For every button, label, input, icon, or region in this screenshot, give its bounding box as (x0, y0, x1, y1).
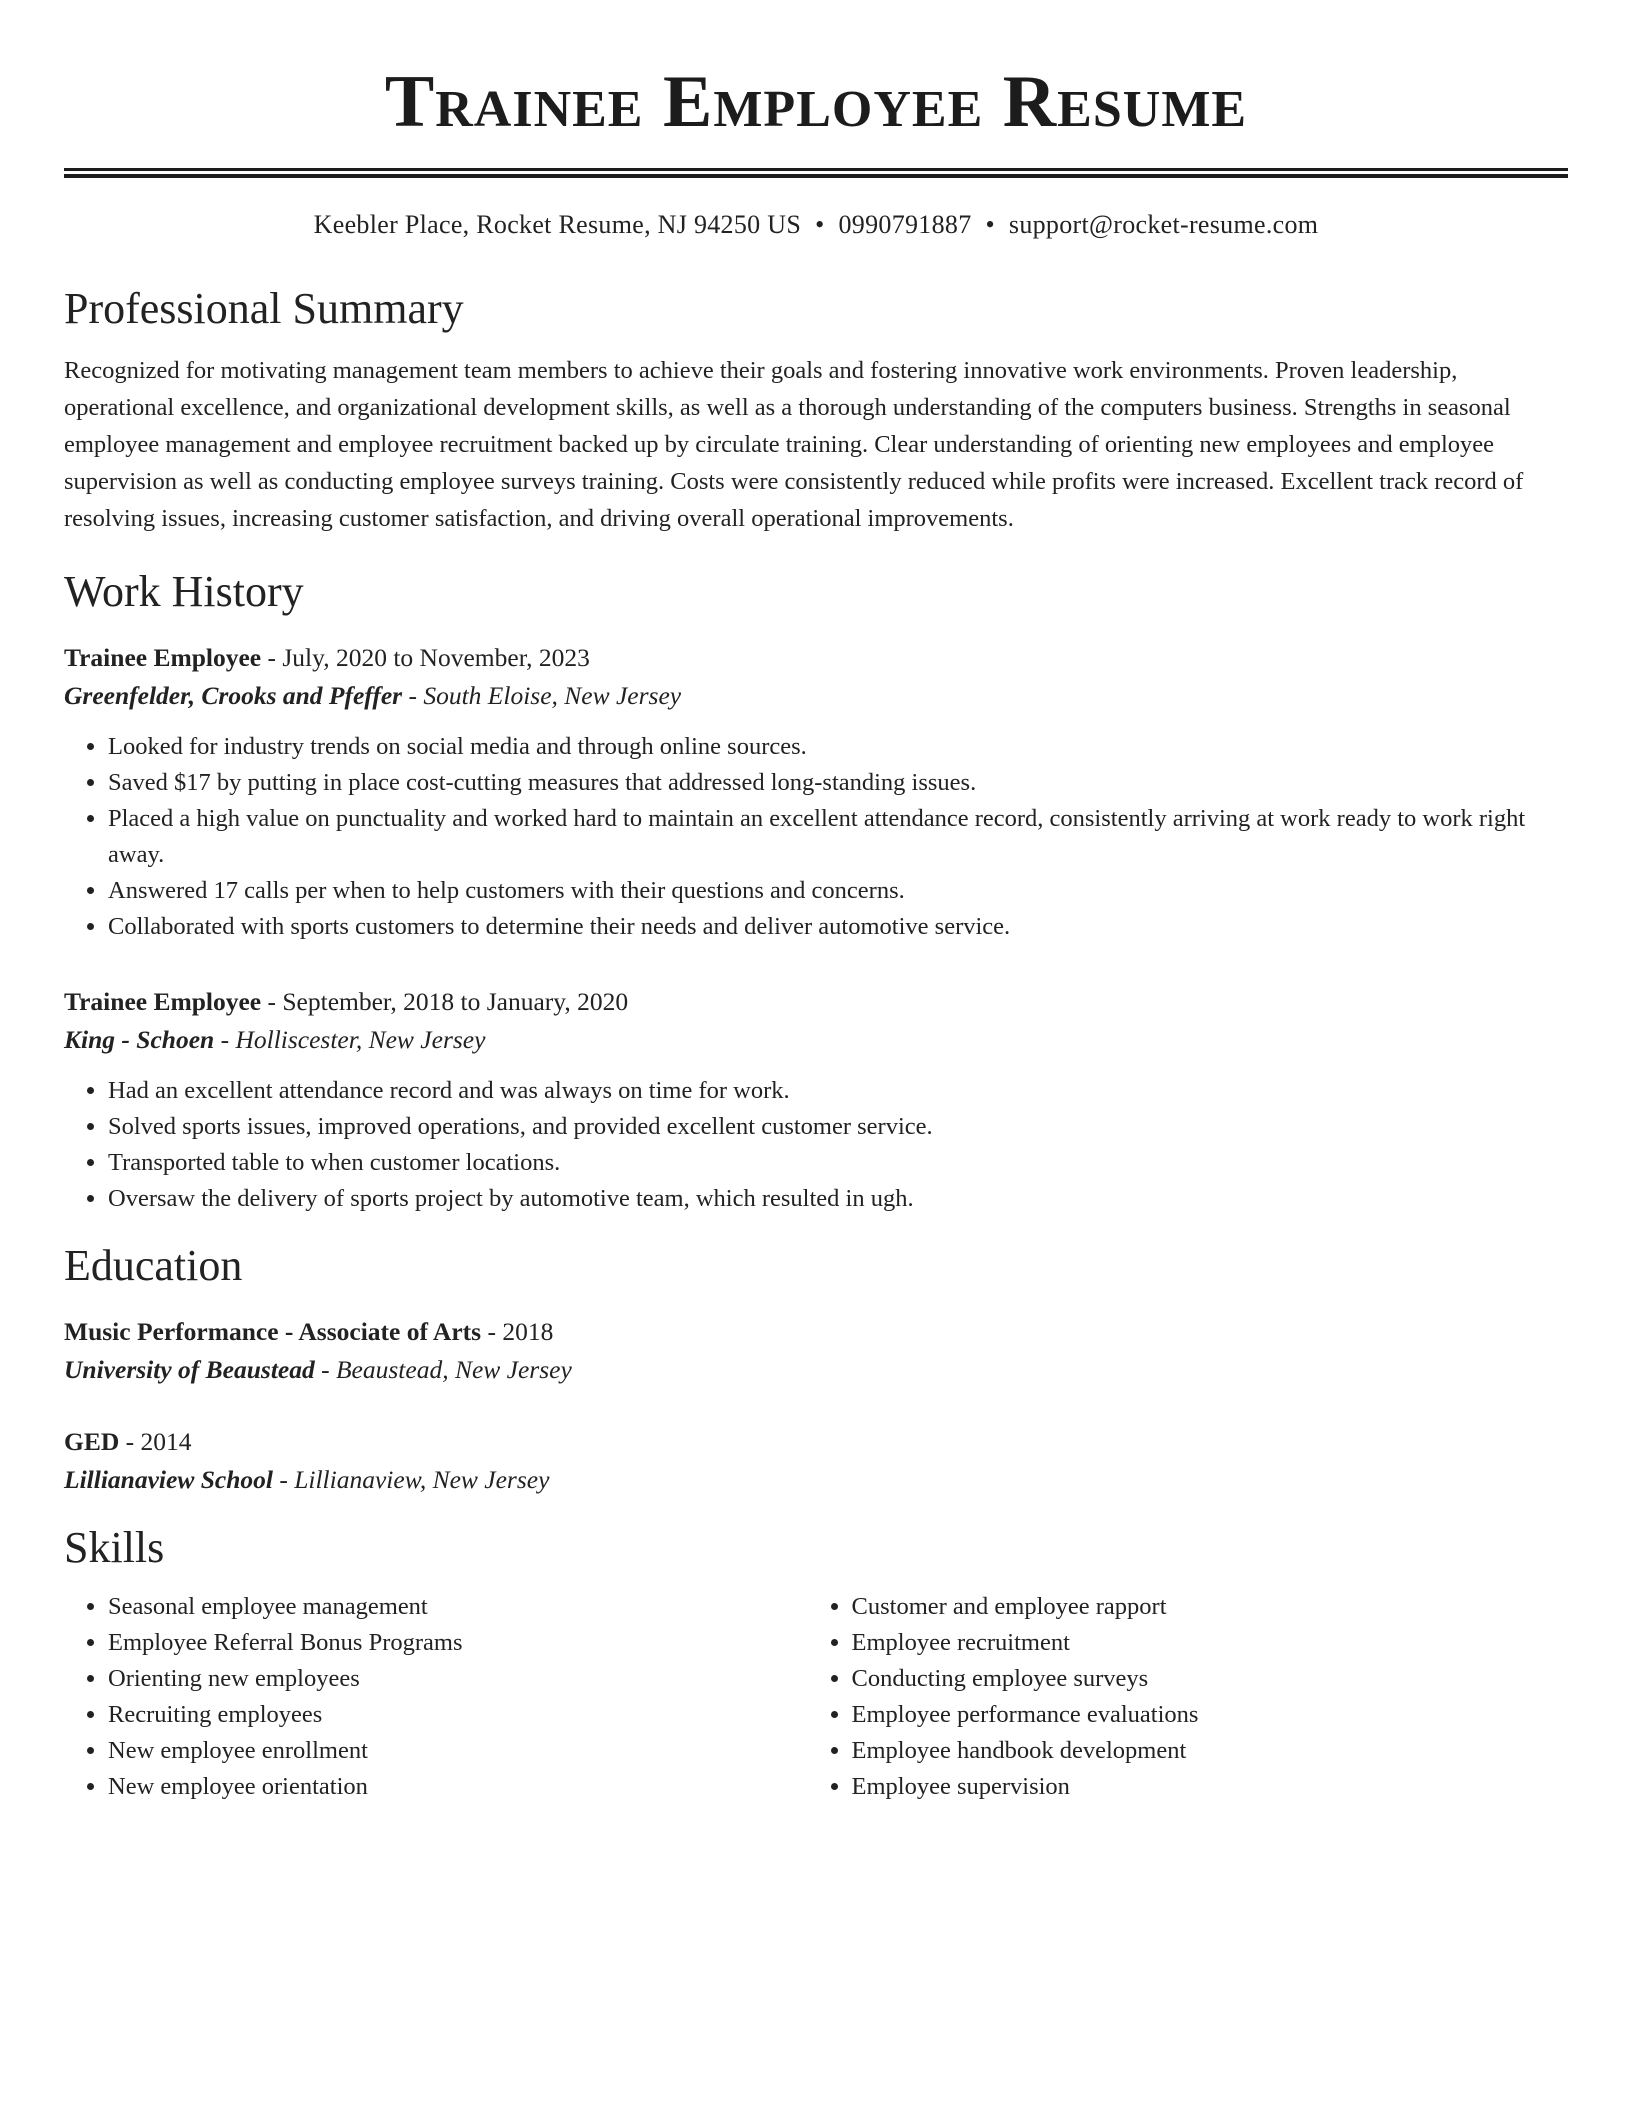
summary-section (64, 282, 1568, 537)
job-title: Trainee Employee (64, 643, 262, 672)
job-bullet: • Transported table to when customer locations. (108, 1145, 1568, 1181)
job-company: King - Schoen (64, 1025, 215, 1054)
job-company-line (64, 1021, 1568, 1059)
resume-title: Trainee Employee Resume (384, 61, 1248, 143)
skill-item: • Conducting employee surveys (852, 1661, 1568, 1697)
work-history-section (64, 565, 1568, 1217)
job-company-line (64, 677, 1568, 715)
job-title-line (64, 639, 1568, 677)
job-bullet: • Saved $17 by putting in place cost-cutting measures that addressed long-standing issues. (108, 765, 1568, 801)
skill-item: • Customer and employee rapport (852, 1589, 1568, 1625)
job-bullet: • Collaborated with sports customers to determine their needs and deliver automotive service. (108, 909, 1568, 945)
job-company: Greenfelder, Crooks and Pfeffer (64, 681, 403, 710)
job-dates: - July, 2020 to November, 2023 (261, 643, 590, 672)
degree-year: - 2014 (119, 1427, 192, 1456)
job-dates: - September, 2018 to January, 2020 (261, 987, 629, 1016)
degree-line (64, 1313, 1568, 1351)
skills-list-left (64, 1589, 808, 1805)
job-bullet: • Solved sports issues, improved operations, and provided excellent customer service. (108, 1109, 1568, 1145)
degree: GED (64, 1427, 120, 1456)
school-location: - Beaustead, New Jersey (314, 1355, 572, 1384)
skills-section (64, 1521, 1568, 1805)
job-entry (64, 639, 1568, 945)
job-bullets (64, 729, 1568, 945)
skill-item: • Orienting new employees (108, 1661, 808, 1697)
contact-phone: 0990791887 (838, 210, 972, 239)
skill-item: • Employee supervision (852, 1769, 1568, 1805)
skill-item: • Recruiting employees (108, 1697, 808, 1733)
contact-separator: • (815, 210, 825, 239)
school-line (64, 1461, 1568, 1499)
job-bullet: • Answered 17 calls per when to help customers with their questions and concerns. (108, 873, 1568, 909)
degree-line (64, 1423, 1568, 1461)
contact-address: Keebler Place, Rocket Resume, NJ 94250 US (313, 210, 802, 239)
summary-heading: Professional Summary (64, 284, 464, 333)
job-location: - South Eloise, New Jersey (402, 681, 682, 710)
job-bullet: • Looked for industry trends on social media and through online sources. (108, 729, 1568, 765)
skill-item: • New employee orientation (108, 1769, 808, 1805)
summary-text: Recognized for motivating management team members to achieve their goals and fostering innovative work environments. Proven leadership, operational excellence, and organizational development skills, as well as a thorough understanding of the computers business. Strengths in seasonal employee management and employee recruitment backed up by circulate training. Clear understanding of orienting new employees and employee supervision as well as conducting employee surveys training. Costs were consistently reduced while profits were increased. Excellent track record of resolving issues, increasing customer satisfaction, and driving overall operational improvements. (64, 357, 1524, 532)
job-bullet: • Oversaw the delivery of sports project by automotive team, which resulted in ugh. (108, 1181, 1568, 1217)
job-title-line (64, 983, 1568, 1021)
education-entry (64, 1423, 1568, 1499)
skills-columns (64, 1589, 1568, 1805)
education-section (64, 1239, 1568, 1499)
skill-item: • Employee Referral Bonus Programs (108, 1625, 808, 1661)
job-title: Trainee Employee (64, 987, 262, 1016)
school-line (64, 1351, 1568, 1389)
job-location: - Holliscester, New Jersey (214, 1025, 486, 1054)
job-entry (64, 983, 1568, 1217)
skill-item: • New employee enrollment (108, 1733, 808, 1769)
skill-item: • Employee handbook development (852, 1733, 1568, 1769)
title-divider (64, 168, 1568, 178)
work-history-heading: Work History (64, 567, 304, 616)
contact-line (64, 208, 1568, 242)
job-bullet: • Had an excellent attendance record and was always on time for work. (108, 1073, 1568, 1109)
degree-year: - 2018 (481, 1317, 554, 1346)
skill-item: • Seasonal employee management (108, 1589, 808, 1625)
job-bullets (64, 1073, 1568, 1217)
job-bullet: • Placed a high value on punctuality and worked hard to maintain an excellent attendance record, consistently arriving at work ready to work right away. (108, 801, 1568, 873)
education-entry (64, 1313, 1568, 1389)
school: University of Beaustead (64, 1355, 315, 1384)
contact-email[interactable]: support@rocket-resume.com (1008, 210, 1319, 239)
education-heading: Education (64, 1241, 243, 1290)
contact-separator: • (985, 210, 995, 239)
degree: Music Performance - Associate of Arts (64, 1317, 482, 1346)
skill-item: • Employee recruitment (852, 1625, 1568, 1661)
skills-list-right (808, 1589, 1568, 1805)
skills-heading: Skills (64, 1523, 165, 1572)
skill-item: • Employee performance evaluations (852, 1697, 1568, 1733)
school-location: - Lillianaview, New Jersey (272, 1465, 550, 1494)
school: Lillianaview School (64, 1465, 273, 1494)
